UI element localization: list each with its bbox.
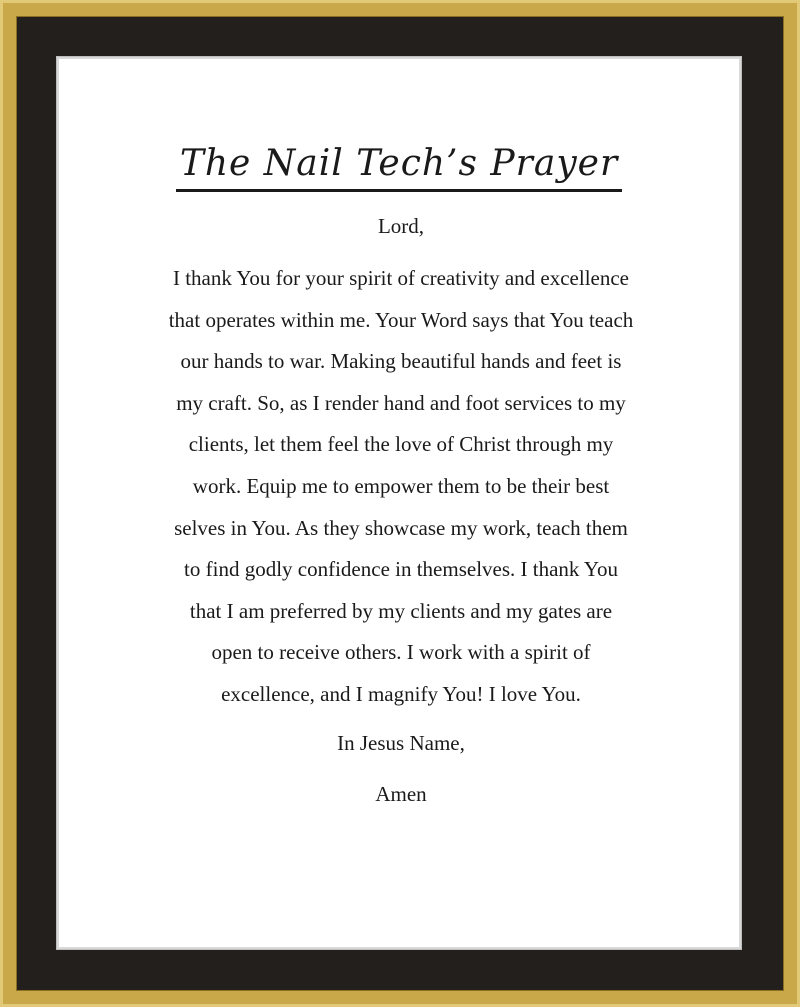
title-container [59, 143, 739, 192]
body-line: I thank You for your spirit of creativity and excellence [172, 266, 630, 290]
prayer-body [119, 258, 683, 716]
body-line: clients, let them feel the love of Christ through my [188, 432, 614, 457]
body-line: open to receive others. I work with a spirit of [211, 640, 591, 665]
paper-sheet [57, 57, 741, 949]
body-line: that I am preferred by my clients and my gates are [189, 598, 613, 623]
body-line: work. Equip me to empower them to be their best [192, 473, 610, 498]
body-line: that operates within me. Your Word says that You teach [168, 307, 634, 332]
body-line: excellence, and I magnify You! I love You. [221, 681, 581, 706]
body-line: my craft. So, as I render hand and foot services to my [176, 390, 626, 415]
signoff: Amen [375, 782, 427, 806]
closing-line: In Jesus Name, [337, 731, 465, 755]
body-line: to find godly confidence in themselves. I thank You [184, 557, 618, 582]
body-line: selves in You. As they showcase my work, teach them [174, 515, 628, 540]
body-line: our hands to war. Making beautiful hands and feet is [180, 349, 622, 374]
salutation: Lord, [377, 214, 425, 238]
prayer-title: The Nail Tech’s Prayer [176, 143, 622, 192]
